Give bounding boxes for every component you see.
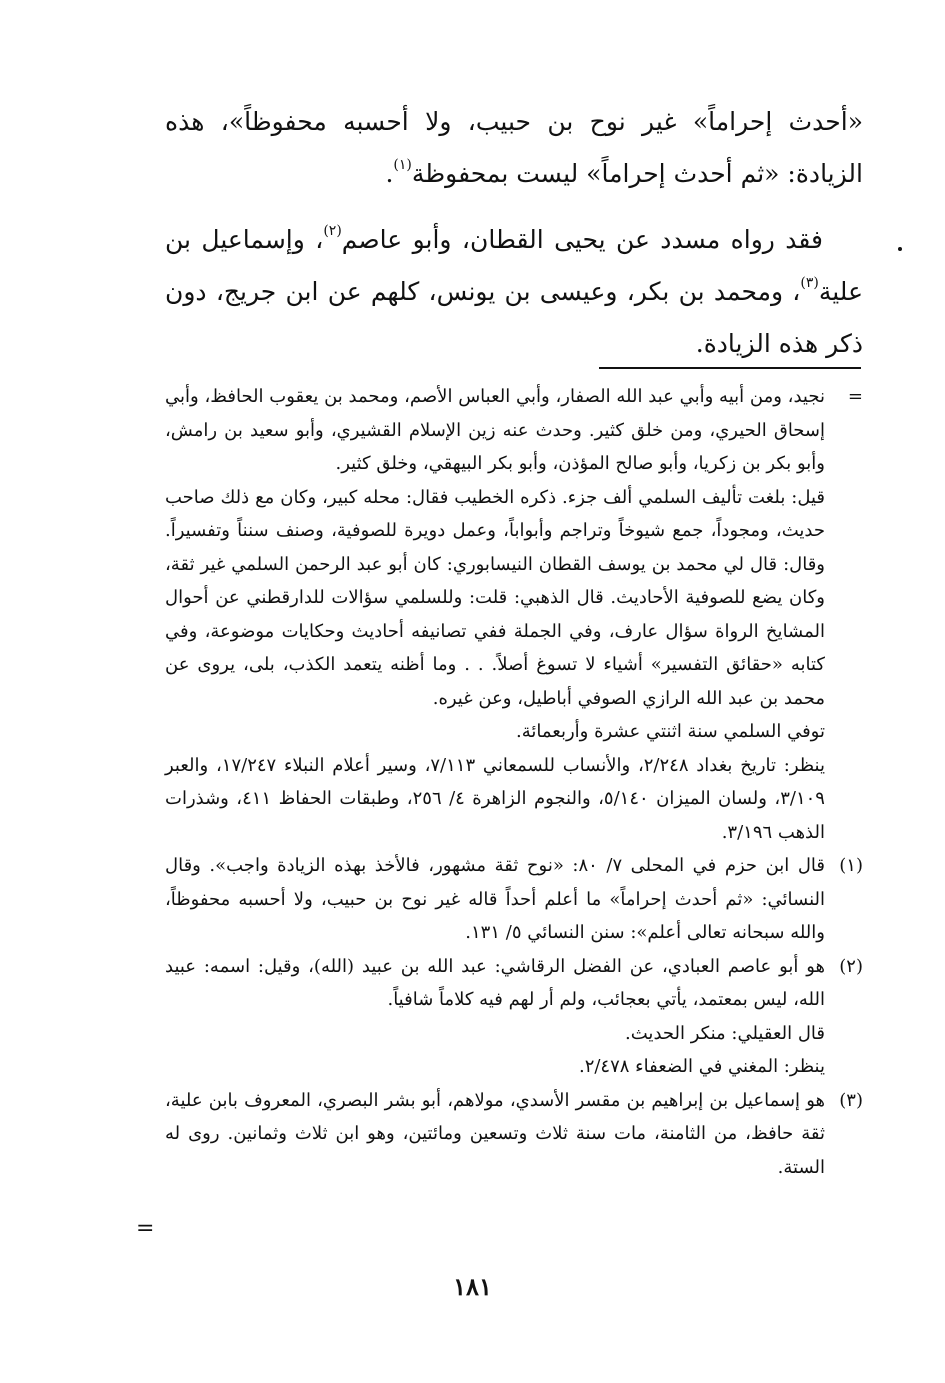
footnote-3: [165, 1084, 863, 1185]
footnote-body: [165, 950, 825, 1084]
footnote-paragraph: قيل: بلغت تأليف السلمي ألف جزء. ذكره الخطيب فقال: محله كبير، وكان مع ذلك صاحب حديث، ومجوداً، جمع شيوخاً وتراجم وأبواباً، وعمل دويرة للصوفية، وصنف سنناً وتفسيراً. وقال: قال لي محمد بن يوسف القطان النيسابوري: كان أبو عبد الرحمن السلمي غير ثقة، وكان يضع للصوفية الأحاديث. قال الذهبي: قلت: وللسلمي سؤالات للدارقطني عن أحوال المشايخ الرواة سؤال عارف، وفي الجملة ففي تصانيفه أحاديث وحكايات موضوعة، وفي كتابه «حقائق التفسير» أشياء لا تسوغ أصلاً. . . وما أظنه يتعمد الكذب، بلى، يروى عن محمد بن عبد الله الرازي الصوفي أباطيل، وعن غيره.: [165, 486, 825, 709]
main-text-run: فقد رواه مسدد عن يحيى القطان، وأبو عاصم: [341, 225, 823, 254]
main-paragraph-2: [165, 214, 863, 370]
footnotes: [165, 380, 863, 1184]
main-text-run: ، وإسماعيل بن علية: [165, 225, 863, 306]
footnote-ref-1[interactable]: (١): [393, 156, 412, 173]
footnote-body: [165, 380, 825, 849]
footnote-1: [165, 849, 863, 950]
footnote-paragraph: ينظر: تاريخ بغداد ٢/٢٤٨، والأنساب للسمعاني ٧/١١٣، وسير أعلام النبلاء ١٧/٢٤٧، والعبر ٣/١٠٩، ولسان الميزان ٥/١٤٠، والنجوم الزاهرة ٤/ ٢٥٦، وطبقات الحفاظ ٤١١، وشذرات الذهب ٣/١٩٦.: [165, 754, 825, 843]
footnote-paragraph: قال العقيلي: منكر الحديث.: [625, 1022, 825, 1044]
footnote-ref-2[interactable]: (٢): [323, 222, 342, 239]
footnote-continued: [165, 380, 863, 849]
footnote-paragraph: هو إسماعيل بن إبراهيم بن مقسر الأسدي، مولاهم، أبو بشر البصري، المعروف بابن علية، ثقة حافظ، من الثامنة، مات سنة ثلاث وتسعين ومائتين، وهو ابن ثلاث وثمانين. روى له الستة.: [165, 1089, 825, 1178]
footnote-body: [165, 1084, 825, 1185]
main-text-run: ، ومحمد بن بكر، وعيسى بن يونس، كلهم عن ابن جريج، دون ذكر هذه الزيادة.: [165, 277, 863, 358]
main-text: [165, 96, 863, 370]
footnote-2: [165, 950, 863, 1084]
footnote-paragraph: ينظر: المغني في الضعفاء ٢/٤٧٨.: [578, 1056, 825, 1077]
footnote-separator: [599, 367, 861, 369]
footnote-number: (٣): [839, 1089, 863, 1111]
main-paragraph-1: [165, 96, 863, 200]
continuation-marker-next: =: [136, 1216, 155, 1241]
footnote-paragraph: قال ابن حزم في المحلى ٧/ ٨٠: «نوح ثقة مشهور، فالأخذ بهذه الزيادة واجب». وقال النسائي: «ثم أحدث إحراماً» ما أعلم أحداً قاله غير نوح بن حبيب، ولا أحسبه محفوظاً، والله سبحانه تعالى أعلم»: سنن النسائي ٥/ ١٣١.: [165, 855, 825, 943]
main-text-run: «أحدث إحراماً» غير نوح بن حبيب، ولا أحسبه محفوظاً»، هذه الزيادة: «ثم أحدث إحراماً» ليست بمحفوظة: [165, 107, 863, 188]
footnote-paragraph: هو أبو عاصم العبادي، عن الفضل الرقاشي: عبد الله بن عبيد (الله)، وقيل: اسمه: عبيد الله، ليس بمعتمد، يأتي بعجائب، ولم أر لهم فيه كلاماً شافياً.: [165, 955, 825, 1010]
footnote-number: (١): [839, 855, 863, 876]
continuation-marker: =: [847, 386, 863, 407]
page-number: ١٨١: [453, 1272, 492, 1301]
footnote-body: [165, 849, 825, 950]
footnote-number: (٢): [839, 955, 863, 977]
footnote-paragraph: نجيد، ومن أبيه وأبي عبد الله الصفار، وأبي العباس الأصم، ومحمد بن يعقوب الحافظ، وأبي إسحاق الحيري، ومن خلق كثير. وحدث عنه زين الإسلام القشيري، وأبو سعيد بن رامش، وأبو بكر بن زكريا، وأبو صالح المؤذن، وأبو بكر البيهقي، وخلق كثير.: [165, 386, 825, 474]
main-text-run: .: [385, 159, 394, 188]
stray-dot: [898, 247, 902, 251]
footnote-ref-3[interactable]: (٣): [800, 274, 819, 291]
footnote-paragraph: توفي السلمي سنة اثنتي عشرة وأربعمائة.: [516, 721, 825, 742]
